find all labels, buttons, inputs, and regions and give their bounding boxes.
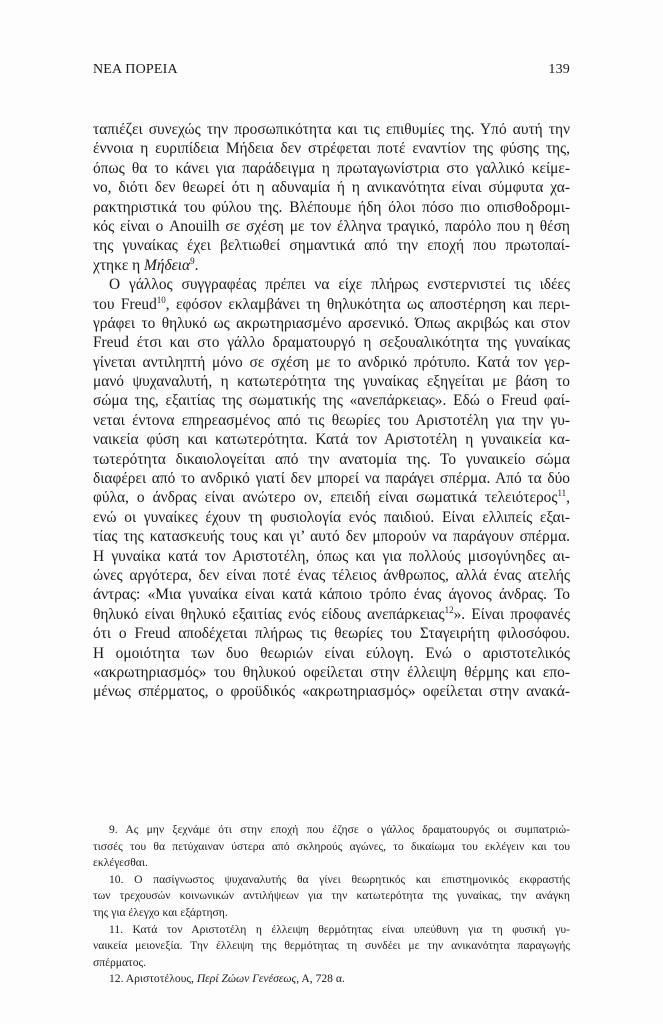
footnote-ref-10[interactable]: 10 xyxy=(156,294,166,305)
text-line: γράφει το θηλυκό ως ακρωτηριασμένο αρσενικό. Όπως ακριβώς και στον xyxy=(93,314,570,332)
text-line: άντρας: «Μια γυναίκα είναι κατά κάποιο τρόπο ένας άγονος άνδρας. Το xyxy=(93,586,570,604)
text-line: μένως σπέρματος, ο φροϋδικός «ακρωτηριασμός» οφείλεται στην ανακά- xyxy=(93,683,570,701)
footnote-line: εκλέγεσθαι. xyxy=(93,856,148,870)
text-span: φύλα, ο άνδρας είναι ανώτερο ον, επειδή είναι σωματικά τελειότερος xyxy=(93,489,558,507)
text-span: 12. Αριστοτέλους, xyxy=(109,972,197,986)
text-line: ενώ οι γυναίκες έχουν τη φυσιολογία ενός παιδιού. Είναι ελλιπείς εξαι- xyxy=(93,508,570,526)
text-line: της γυναίκας έχει βελτιωθεί σημαντικά από την εποχή που πρωτοπαί- xyxy=(93,237,570,255)
text-line xyxy=(93,295,570,314)
footnotes xyxy=(93,822,570,988)
footnote-ref-9[interactable]: 9 xyxy=(190,255,195,266)
text-line: νο, διότι δεν θεωρεί ότι η αδυναμία ή η ανικανότητα είναι σύμφυτα χα- xyxy=(93,179,570,197)
footnote-ref-11[interactable]: 11 xyxy=(557,488,567,499)
footnote-11 xyxy=(93,922,570,972)
footnote-line: τισσές του θα πετύχαιναν ύστερα από σκληρούς αγώνες, το δικαίωμα του εκλέγειν και του xyxy=(93,839,570,853)
text-line: ώνες αργότερα, δεν είναι ποτέ ένας τέλειος άνθρωπος, αλλά ένας ατελής xyxy=(93,566,570,584)
text-line: τίας της κατασκευής τους και γι’ αυτό δεν μπορούν να παράγουν σπέρμα. xyxy=(93,528,570,546)
text-line: ναικεία φύση και κατωτερότητα. Κατά τον Αριστοτέλη η γυναικεία κα- xyxy=(93,431,570,449)
footnote-line: 9. Ας μην ξεχνάμε ότι στην εποχή που έζησε ο γάλλος δραματουργός οι συμπατριώ- xyxy=(109,823,570,836)
footnote-line: σπέρματος. xyxy=(93,955,146,969)
text-line: σώμα της, εξαιτίας της σωματικής της «ανεπάρκειας». Εδώ ο Freud φαί- xyxy=(93,392,570,410)
text-span: , Α, 728 α. xyxy=(296,972,345,986)
paragraph-2 xyxy=(93,275,570,702)
text-span: ». Είναι προφανές xyxy=(453,605,570,623)
footnote-line: της για έλεγχο και εξάρτηση. xyxy=(93,905,228,919)
text-line: νεται έντονα επηρεασμένος από τις θεωρίες του Αριστοτέλη για την γυ- xyxy=(93,411,570,429)
footnote-line: 11. Κατά τον Αριστοτέλη η έλλειψη θερμότητας είναι υπεύθυνη για τη φυσική γυ- xyxy=(109,922,570,936)
text-span: . xyxy=(194,256,199,274)
text-span: , εφόσον εκλαμβάνει τη θηλυκότητα ως αποστέρηση και περι- xyxy=(165,295,570,313)
running-title: ΝΕΑ ΠΟΡΕΙΑ xyxy=(93,62,178,77)
footnote-10 xyxy=(93,872,570,922)
body-text xyxy=(93,120,570,702)
text-line: κός είναι ο Anouilh σε σχέση με τον έλληνα τραγικό, παρόλο που η θέση xyxy=(93,217,570,235)
footnote-line xyxy=(93,971,570,988)
text-line xyxy=(93,605,570,624)
text-line: γίνεται αντιληπτή μόνο σε σχέση με το ανδρικό πρότυπο. Κατά τον γερ- xyxy=(93,353,570,371)
text-line xyxy=(93,488,570,507)
footnote-line: 10. Ο πασίγνωστος ψυχαναλυτής θα γίνει θεωρητικός και επιστημονικός εκφραστής xyxy=(109,872,570,886)
page-number: 139 xyxy=(548,62,570,77)
text-span: θηλυκό είναι θηλυκό εξαιτίας ενός είδους ανεπάρκειας xyxy=(93,605,445,623)
running-head xyxy=(93,62,570,78)
text-line: ταπιέζει συνεχώς την προσωπικότητα και τις επιθυμίες της. Υπό αυτή την xyxy=(93,121,570,138)
text-line: Η ομοιότητα των δυο θεωριών είναι εύλογη. Ενώ ο αριστοτελικός xyxy=(93,644,570,662)
footnote-line: ναικεία μειονεξία. Την έλλειψη της θερμότητας τη συνδέει με την ανικανότητα παραγωγής xyxy=(93,939,570,953)
text-line: όπως θα το κάνει για παράδειγμα η πρωταγωνίστρια στο γαλλικό κείμε- xyxy=(93,159,570,177)
title-italic: Μήδεια xyxy=(144,256,191,274)
text-line: «ακρωτηριασμός» του θηλυκού οφείλεται στην έλλειψη θέρμης και επο- xyxy=(93,663,570,681)
text-span: χτηκε η xyxy=(93,256,145,274)
paragraph-1 xyxy=(93,120,570,275)
text-line: μανό ψυχαναλυτή, η κατωτερότητα της γυναίκας εξηγείται με βάση το xyxy=(93,373,570,391)
text-span: του Freud xyxy=(93,295,157,313)
footnote-line: των τρεχουσών κοινωνικών αντιλήψεων για την κατωτερότητα της γυναίκας, την ανάγκη xyxy=(93,889,570,903)
text-line: ρακτηριστικά του φύλου της. Βλέπουμε ήδη όλοι πόσο πιο οπισθοδρομι- xyxy=(93,198,570,216)
text-line: Freud έτσι και στο γάλλο δραματουργό η σεξουαλικότητα της γυναίκας xyxy=(93,334,570,352)
footnote-12 xyxy=(93,971,570,988)
text-line: τωτερότητα δικαιολογείται από την ανατομία της. Το γυναικείο σώμα xyxy=(93,450,570,468)
text-line: ότι ο Freud αποδέχεται πλήρως τις θεωρίες του Σταγειρήτη φιλοσόφου. xyxy=(93,625,570,643)
title-italic: Περί Ζώων Γενέσεως xyxy=(196,972,297,986)
text-line: Η γυναίκα κατά τον Αριστοτέλη, όπως και για πολλούς μισογύνηδες αι- xyxy=(93,547,570,565)
text-span: , xyxy=(566,489,570,507)
text-line: Ο γάλλος συγγραφέας πρέπει να είχε πλήρως ενστερνιστεί τις ιδέες xyxy=(109,276,570,294)
footnote-9 xyxy=(93,822,570,872)
text-line xyxy=(93,256,570,275)
text-line: διαφέρει από το ανδρικό γιατί δεν μπορεί να παράγει σπέρμα. Από τα δύο xyxy=(93,470,570,488)
footnote-ref-12[interactable]: 12 xyxy=(444,604,454,615)
text-line: έννοια η ευριπίδεια Μήδεια δεν στρέφεται ποτέ εναντίον της φύσης της, xyxy=(93,140,570,158)
